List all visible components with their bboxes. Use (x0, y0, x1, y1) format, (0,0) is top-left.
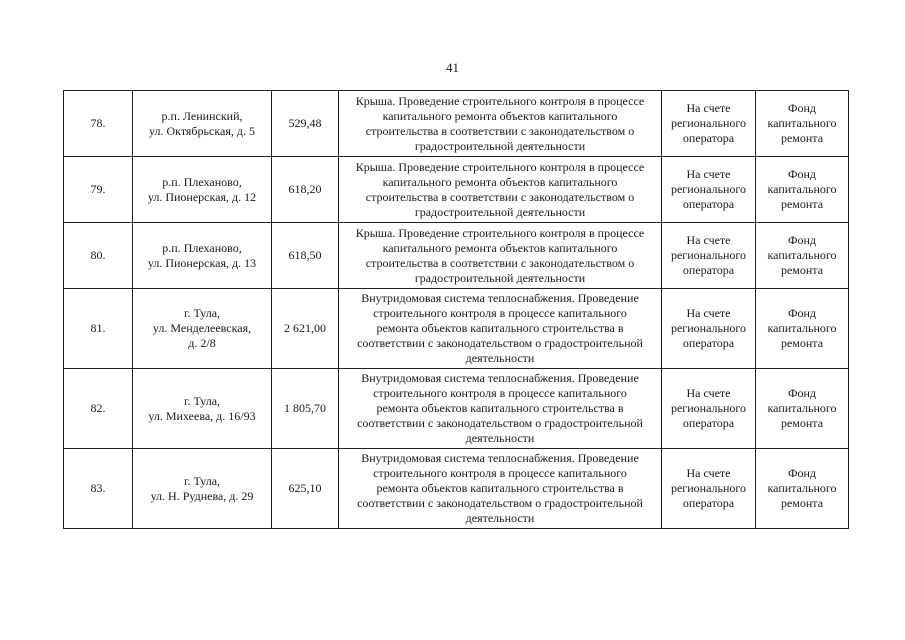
account-type: На счете регионального оператора (662, 289, 756, 369)
work-description: Внутридомовая система теплоснабжения. Проведение строительного контроля в процессе капитального ремонта объектов капитального строительства в соответствии с законодательством о градостроительной деятельности (339, 289, 662, 369)
account-type: На счете регионального оператора (662, 157, 756, 223)
work-description: Крыша. Проведение строительного контроля в процессе капитального ремонта объектов капитального строительства в соответствии с законодательством о градостроительной деятельности (339, 91, 662, 157)
account-type: На счете регионального оператора (662, 369, 756, 449)
table-row (64, 449, 849, 529)
row-number: 78. (64, 91, 133, 157)
building-address: р.п. Плеханово, ул. Пионерская, д. 13 (133, 223, 272, 289)
repair-registry-table (63, 90, 849, 529)
building-address: г. Тула, ул. Н. Руднева, д. 29 (133, 449, 272, 529)
account-type: На счете регионального оператора (662, 449, 756, 529)
row-number: 81. (64, 289, 133, 369)
building-area: 529,48 (272, 91, 339, 157)
funding-source: Фонд капитального ремонта (756, 91, 849, 157)
row-number: 80. (64, 223, 133, 289)
table-row (64, 289, 849, 369)
funding-source: Фонд капитального ремонта (756, 369, 849, 449)
work-description: Крыша. Проведение строительного контроля в процессе капитального ремонта объектов капитального строительства в соответствии с законодательством о градостроительной деятельности (339, 223, 662, 289)
funding-source: Фонд капитального ремонта (756, 223, 849, 289)
building-area: 2 621,00 (272, 289, 339, 369)
building-address: г. Тула, ул. Михеева, д. 16/93 (133, 369, 272, 449)
table-row (64, 91, 849, 157)
building-address: г. Тула, ул. Менделеевская, д. 2/8 (133, 289, 272, 369)
building-area: 618,20 (272, 157, 339, 223)
account-type: На счете регионального оператора (662, 91, 756, 157)
table-row (64, 369, 849, 449)
building-area: 618,50 (272, 223, 339, 289)
table-row (64, 223, 849, 289)
account-type: На счете регионального оператора (662, 223, 756, 289)
building-area: 1 805,70 (272, 369, 339, 449)
work-description: Внутридомовая система теплоснабжения. Проведение строительного контроля в процессе капитального ремонта объектов капитального строительства в соответствии с законодательством о градостроительной деятельности (339, 369, 662, 449)
building-address: р.п. Плеханово, ул. Пионерская, д. 12 (133, 157, 272, 223)
row-number: 83. (64, 449, 133, 529)
funding-source: Фонд капитального ремонта (756, 157, 849, 223)
row-number: 82. (64, 369, 133, 449)
building-address: р.п. Ленинский, ул. Октябрьская, д. 5 (133, 91, 272, 157)
work-description: Крыша. Проведение строительного контроля в процессе капитального ремонта объектов капитального строительства в соответствии с законодательством о градостроительной деятельности (339, 157, 662, 223)
table-row (64, 157, 849, 223)
building-area: 625,10 (272, 449, 339, 529)
funding-source: Фонд капитального ремонта (756, 449, 849, 529)
work-description: Внутридомовая система теплоснабжения. Проведение строительного контроля в процессе капитального ремонта объектов капитального строительства в соответствии с законодательством о градостроительной деятельности (339, 449, 662, 529)
page-number: 41 (446, 60, 459, 75)
funding-source: Фонд капитального ремонта (756, 289, 849, 369)
row-number: 79. (64, 157, 133, 223)
